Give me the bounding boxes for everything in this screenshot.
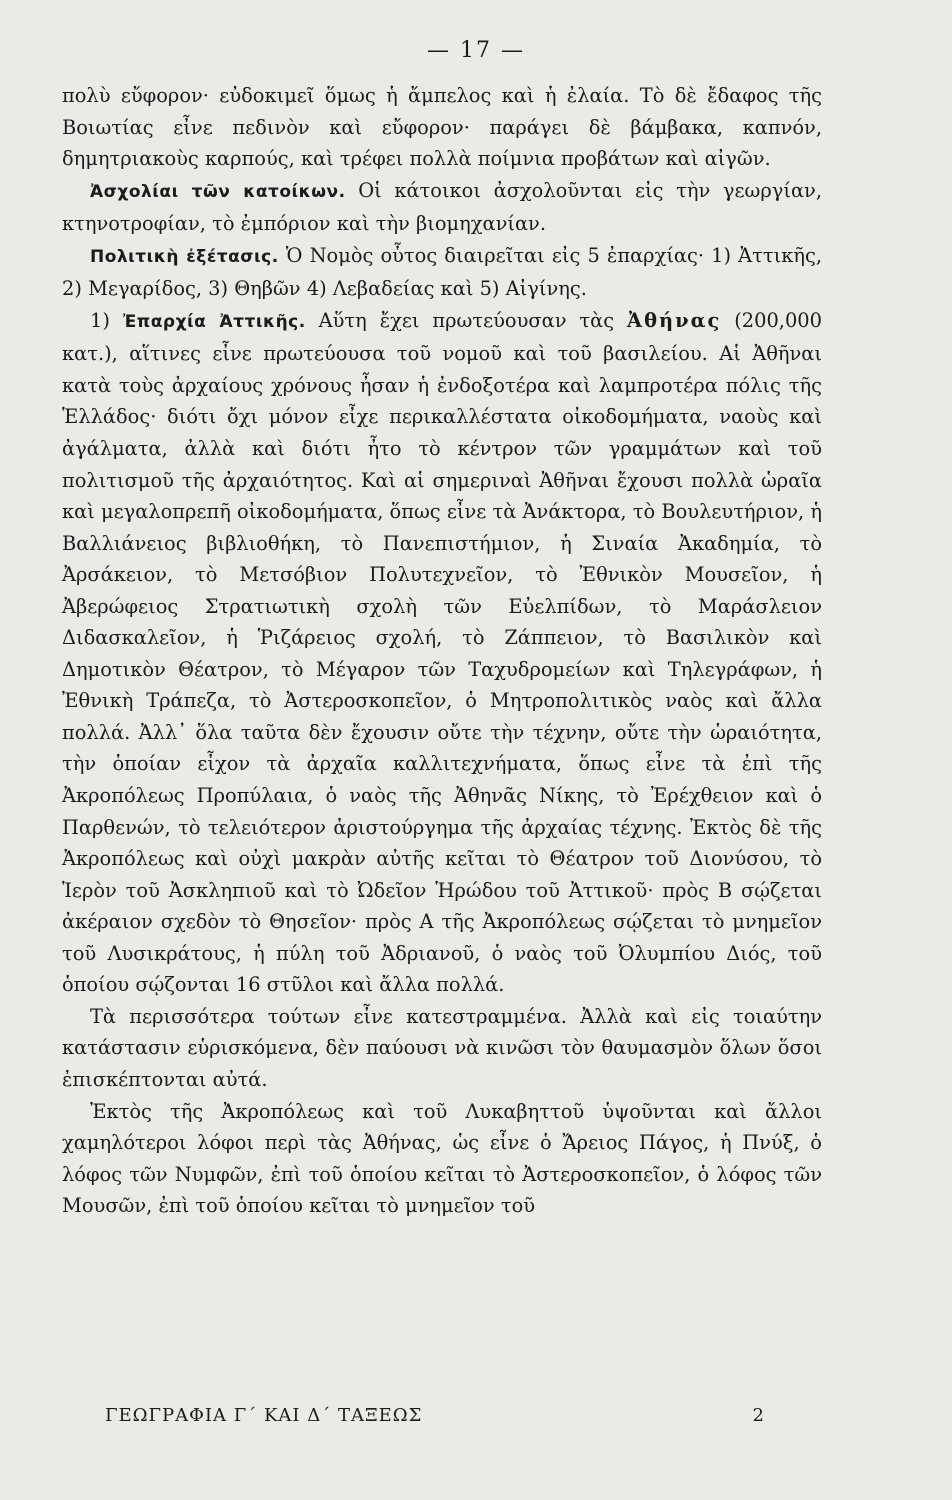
section-heading-occupations: Ἀσχολίαι τῶν κατοίκων.	[90, 181, 346, 202]
section-heading-attica: Ἐπαρχία Ἀττικῆς.	[122, 311, 306, 332]
footer-book-title: ΓΕΩΓΡΑΦΙΑ Γ΄ ΚΑΙ Δ΄ ΤΑΞΕΩΣ	[105, 1405, 423, 1426]
footer-signature-mark: 2	[752, 1405, 765, 1426]
paragraph-occupations	[62, 175, 822, 240]
paragraph-hills: Ἐκτὸς τῆς Ἀκροπόλεως καὶ τοῦ Λυκαβηττοῦ ὑψοῦνται καὶ ἄλλοι χαμηλότεροι λόφοι περὶ τὰς Ἀθήνας, ὡς εἶνε ὁ Ἄρειος Πάγος, ἡ Πνύξ, ὁ λόφος τῶν Νυμφῶν, ἐπὶ τοῦ ὁποίου κεῖται τὸ Ἀστεροσκοπεῖον, ὁ λόφος τῶν Μουσῶν, ἐπὶ τοῦ ὁποίου κεῖται τὸ μνημεῖον τοῦ	[62, 1099, 822, 1218]
paragraph-political-division	[62, 240, 822, 305]
paragraph-attica	[62, 305, 822, 1001]
page-footer	[105, 1405, 765, 1426]
list-number: 1)	[90, 308, 123, 332]
page-body	[62, 80, 822, 1222]
paragraph-political-text: Ὁ Νομὸς οὗτος διαιρεῖται εἰς 5 ἐπαρχίας· 1) Ἀττικῆς, 2) Μεγαρίδος, 3) Θηβῶν 4) Λεβαδείας καὶ 5) Αἰγίνης.	[62, 243, 822, 301]
paragraph-ruins: Τὰ περισσότερα τούτων εἶνε κατεστραμμένα. Ἀλλὰ καὶ εἰς τοιαύτην κατάστασιν εὑρισκόμενα, δὲν παύουσι νὰ κινῶσι τὸν θαυμασμὸν ὅλων ὅσοι ἐπισκέπτονται αὐτά.	[62, 1004, 822, 1091]
city-name-athens: Ἀθήνας	[627, 308, 722, 332]
page-number: — 17 —	[427, 38, 525, 63]
paragraph-occupations-text: Οἱ κάτοικοι ἀσχολοῦνται εἰς τὴν γεωργίαν, κτηνοτροφίαν, τὸ ἐμπόριον καὶ τὴν βιομηχανίαν.	[62, 178, 822, 236]
paragraph-attica-text-a: Αὕτη ἔχει πρωτεύουσαν τὰς	[305, 308, 628, 332]
paragraph-agriculture: πολὺ εὔφορον· εὐδοκιμεῖ ὅμως ἡ ἄμπελος καὶ ἡ ἐλαία. Τὸ δὲ ἔδαφος τῆς Βοιωτίας εἶνε πεδινὸν καὶ εὔφορον· παράγει δὲ βάμβακα, καπνόν, δημητριακοὺς καρπούς, καὶ τρέφει πολλὰ ποίμνια προβάτων καὶ αἰγῶν.	[62, 84, 822, 171]
section-heading-political: Πολιτικὴ ἐξέτασις.	[90, 246, 279, 267]
paragraph-attica-text-b: (200,000 κατ.), αἵτινες εἶνε πρωτεύουσα τοῦ νομοῦ καὶ τοῦ βασιλείου. Αἱ Ἀθῆναι κατὰ τοὺς ἀρχαίους χρόνους ἦσαν ἡ ἐνδοξοτέρα καὶ λαμπροτέρα πόλις τῆς Ἑλλάδος· διότι ὄχι μόνον εἶχε περικαλλέστατα οἰκοδομήματα, ναοὺς καὶ ἀγάλματα, ἀλλὰ καὶ διότι ἦτο τὸ κέντρον τῶν γραμμάτων καὶ τοῦ πολιτισμοῦ τῆς ἀρχαιότητος. Καὶ αἱ σημεριναὶ Ἀθῆναι ἔχουσι πολλὰ ὡραῖα καὶ μεγαλοπρεπῆ οἰκοδομήματα, ὅπως εἶνε τὰ Ἀνάκτορα, τὸ Βουλευτήριον, ἡ Βαλλιάνειος βιβλιοθήκη, τὸ Πανεπιστήμιον, ἡ Σιναία Ἀκαδημία, τὸ Ἀρσάκειον, τὸ Μετσόβιον Πολυτεχνεῖον, τὸ Ἐθνικὸν Μουσεῖον, ἡ Ἀβερώφειος Στρατιωτικὴ σχολὴ τῶν Εὐελπίδων, τὸ Μαράσλειον Διδασκαλεῖον, ἡ Ῥιζάρειος σχολή, τὸ Ζάππειον, τὸ Βασιλικὸν καὶ Δημοτικὸν Θέατρον, τὸ Μέγαρον τῶν Ταχυδρομείων καὶ Τηλεγράφων, ἡ Ἐθνικὴ Τράπεζα, τὸ Ἀστεροσκοπεῖον, ὁ Μητροπολιτικὸς ναὸς καὶ ἄλλα πολλά. Ἀλλ᾽ ὅλα ταῦτα δὲν ἔχουσιν οὔτε τὴν τέχνην, οὔτε τὴν ὡραιότητα, τὴν ὁποίαν εἶχον τὰ ἀρχαῖα καλλιτεχνήματα, ὅπως εἶνε τὰ ἐπὶ τῆς Ἀκροπόλεως Προπύλαια, ὁ ναὸς τῆς Ἀθηνᾶς Νίκης, τὸ Ἐρέχθειον καὶ ὁ Παρθενών, τὸ τελειότερον ἀριστούργημα τῆς ἀρχαίας τέχνης. Ἐκτὸς δὲ τῆς Ἀκροπόλεως καὶ οὐχὶ μακρὰν αὐτῆς κεῖται τὸ Θέατρον τοῦ Διονύσου, τὸ Ἱερὸν τοῦ Ἀσκληπιοῦ καὶ τὸ Ὠδεῖον Ἡρώδου τοῦ Ἀττικοῦ· πρὸς Β σῴζεται ἀκέραιον σχεδὸν τὸ Θησεῖον· πρὸς Α τῆς Ἀκροπόλεως σῴζεται τὸ μνημεῖον τοῦ Λυσικράτους, ἡ πύλη τοῦ Ἀδριανοῦ, ὁ ναὸς τοῦ Ὀλυμπίου Διός, τοῦ ὁποίου σῴζονται 16 στῦλοι καὶ ἄλλα πολλά.	[62, 308, 822, 997]
